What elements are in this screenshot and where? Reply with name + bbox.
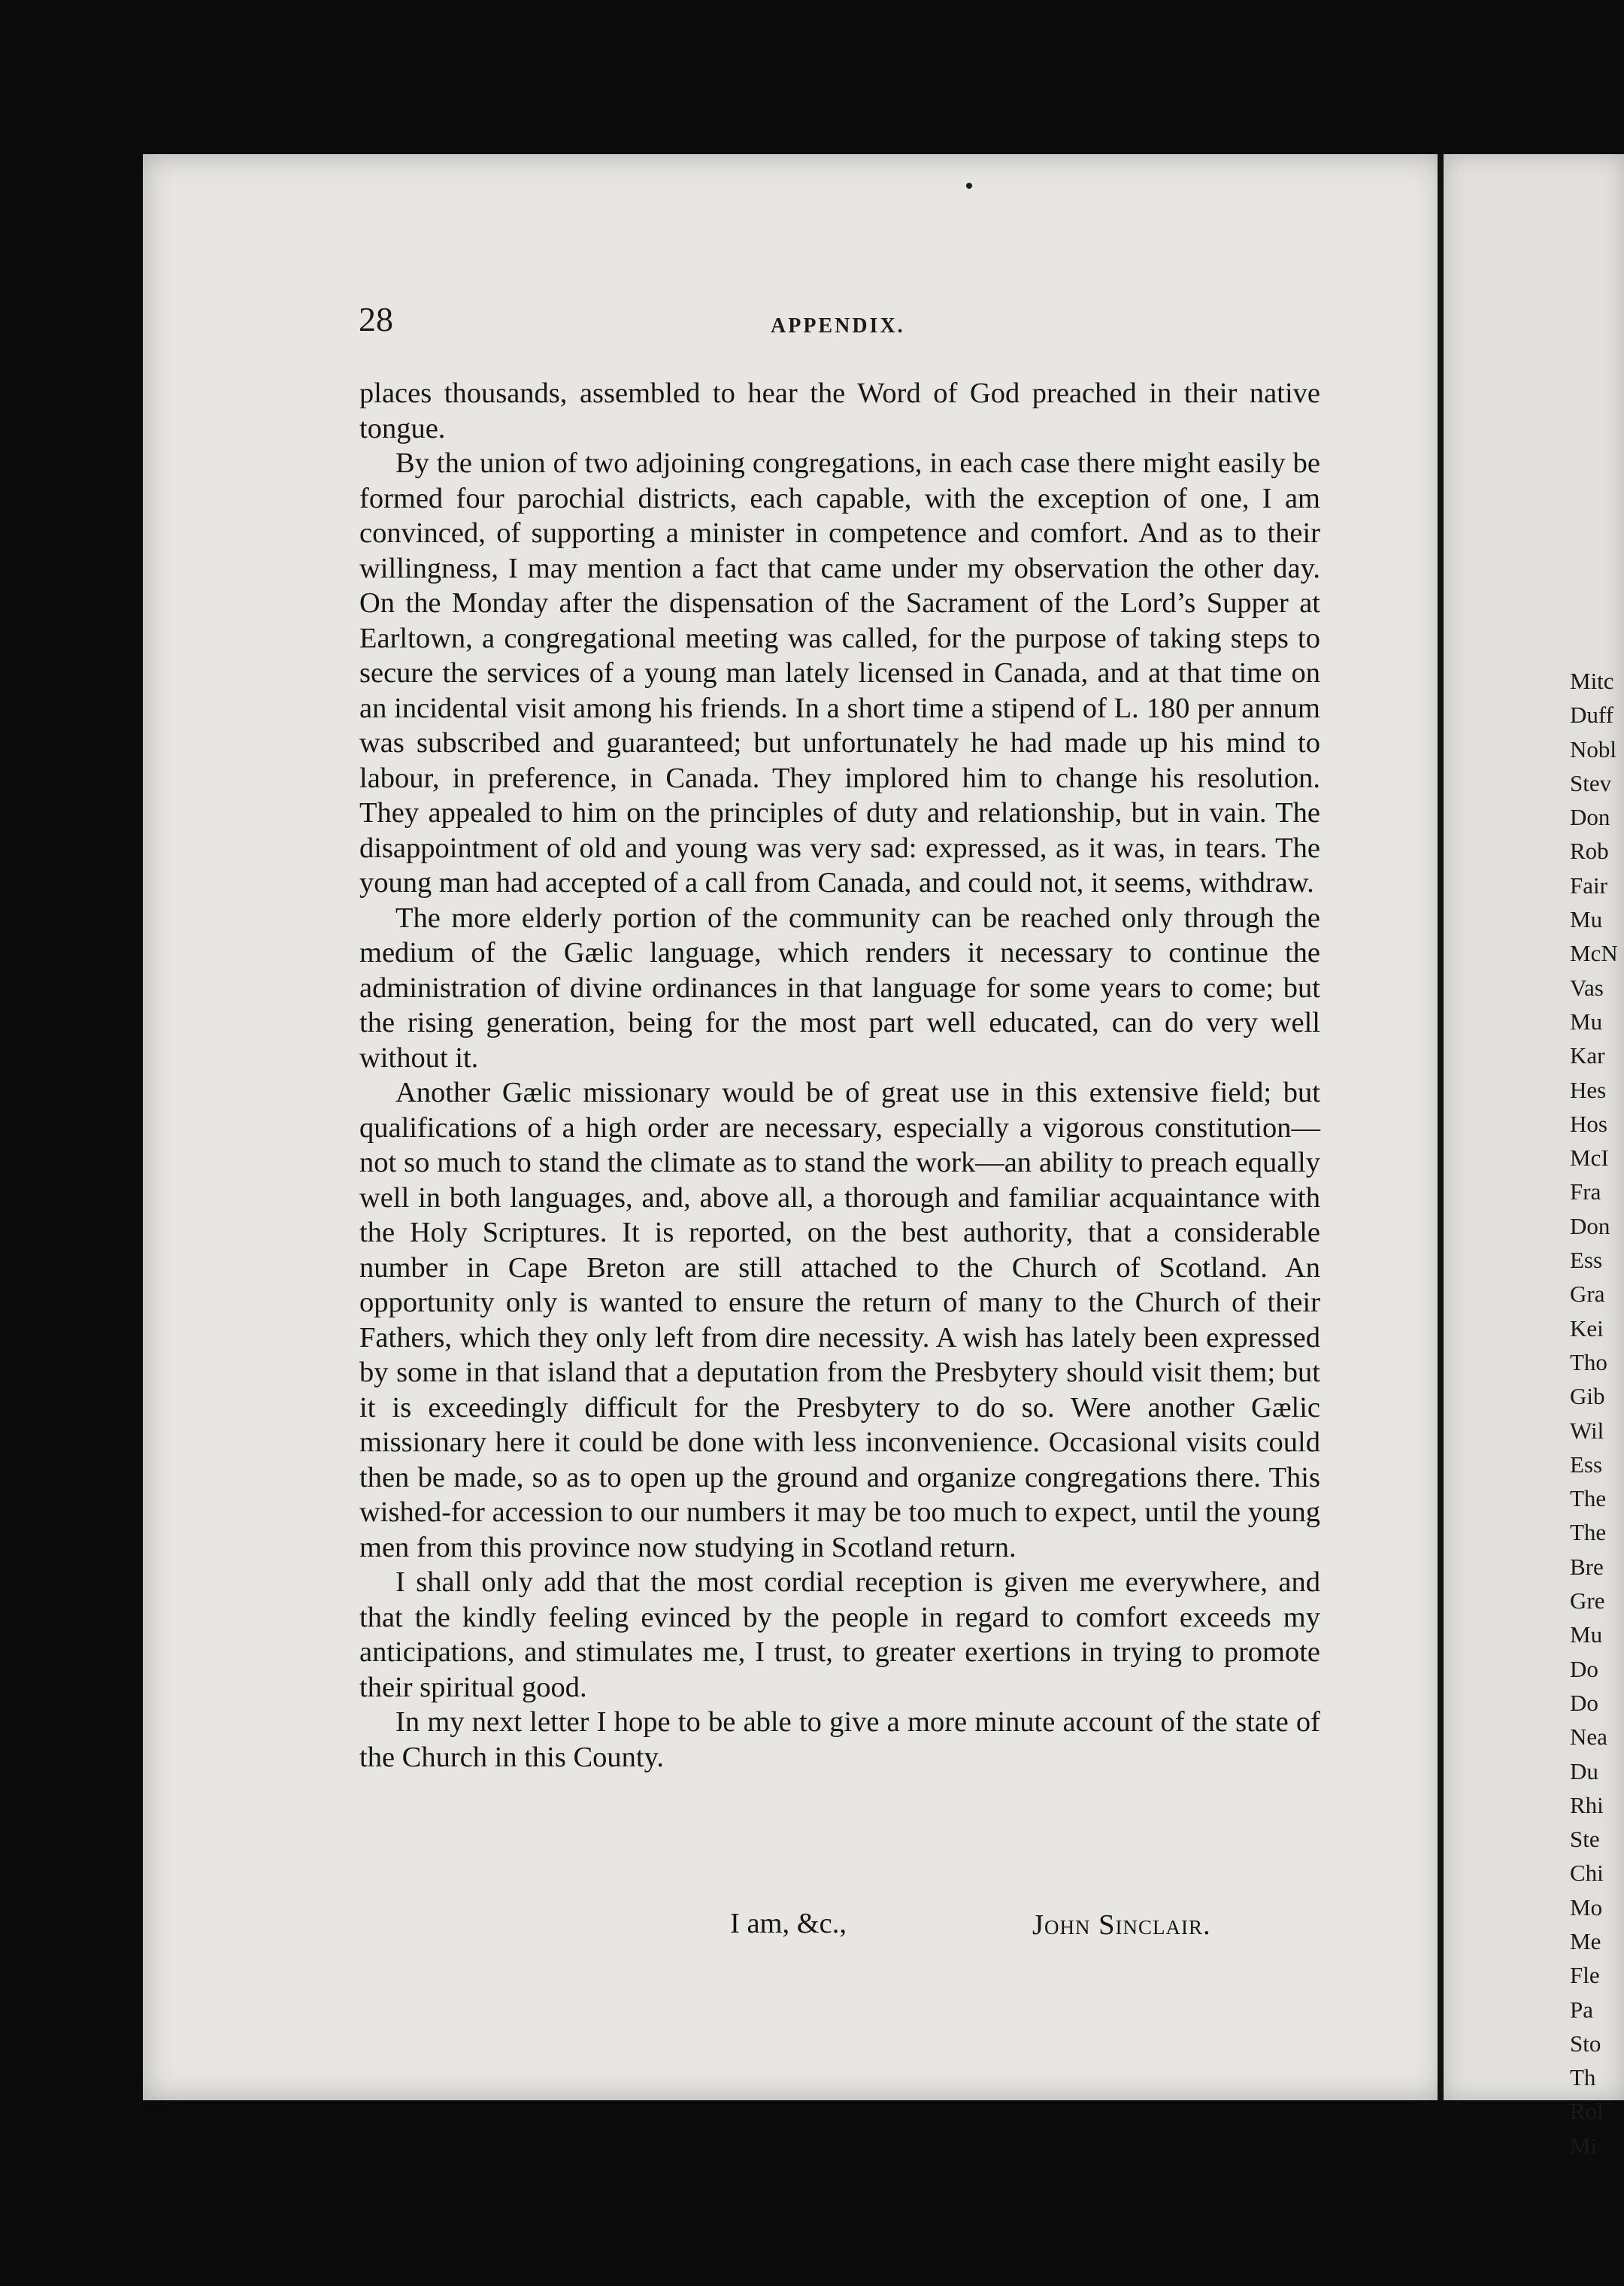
- facing-page-name: Gra: [1570, 1281, 1605, 1308]
- facing-page-name: Fair: [1570, 872, 1607, 899]
- facing-page-name: Hes: [1570, 1076, 1607, 1103]
- facing-page-name: Mitc: [1570, 668, 1614, 694]
- facing-page-name: Do: [1570, 1689, 1598, 1716]
- running-head: APPENDIX.: [771, 314, 905, 338]
- facing-page-name: Me: [1570, 1927, 1601, 1954]
- facing-page-name: Gib: [1570, 1383, 1605, 1410]
- facing-page-name: Stev: [1570, 769, 1612, 796]
- paragraph-5: I shall only add that the most cordial reception is given me everywhere, and that the kindly feeling evinced by the people in regard to comfort exceeds my anticipations, and stimulates me, I trust, to greater exertions in trying to promote their spiritual good.: [359, 1566, 1320, 1703]
- facing-page-name: McI: [1570, 1145, 1609, 1172]
- paragraph-3: The more elderly portion of the community can be reached only through the medium of the Gælic language, which renders it necessary to continue the administration of divine ordinances in that language for some years to come; but the rising generation, being for the most part well educated, can do very well without it.: [359, 902, 1320, 1074]
- facing-page-name: Rob: [1570, 838, 1609, 865]
- facing-page-name: The: [1570, 1519, 1607, 1546]
- facing-page-name-list: [1570, 664, 1624, 2163]
- paragraph-4: Another Gælic missionary would be of great use in this extensive field; but qualifications of a high order are necessary, especially a vigorous constitution—not so much to stand the climate as to stand the work—an ability to preach equally well in both languages, and, above all, a thorough and familiar acquaintance with the Holy Scriptures. It is reported, on the best authority, that a considerable number in Cape Breton are still attached to the Church of Scotland. An opportunity only is wanted to ensure the return of many to the Church of their Fathers, which they only left from dire necessity. A wish has lately been expressed by some in that island that a deputation from the Presbytery should visit them; but it is exceedingly difficult for the Presbytery to do so. Were another Gælic missionary here it could be done with less inconvenience. Occasional visits could then be made, so as to open up the ground and organize congregations there. This wished-for accession to our numbers it may be too much to expect, until the young men from this province now studying in Scotland return.: [359, 1077, 1320, 1563]
- facing-page-name: Ste: [1570, 1826, 1600, 1853]
- paragraph-6: In my next letter I hope to be able to give a more minute account of the state of the Church in this County.: [359, 1706, 1320, 1773]
- facing-page-name: Pa: [1570, 1996, 1593, 2023]
- facing-page-name: Do: [1570, 1655, 1598, 1682]
- facing-page-name: Don: [1570, 804, 1610, 831]
- facing-page-name: Th: [1570, 2064, 1596, 2091]
- facing-page-name: The: [1570, 1485, 1607, 1512]
- facing-page-name: Vas: [1570, 974, 1604, 1001]
- facing-page-name: Ess: [1570, 1247, 1603, 1274]
- facing-page-name: Chi: [1570, 1860, 1604, 1887]
- facing-page-name: Mu: [1570, 1621, 1603, 1648]
- paragraph-2: By the union of two adjoining congregations, in each case there might easily be formed four parochial districts, each capable, with the exception of one, I am convinced, of supporting a minister in competence and comfort. And as to their willingness, I may mention a fact that came under my observation the other day. On the Monday after the dispensation of the Sacrament of the Lord’s Supper at Earltown, a congregational meeting was called, for the purpose of taking steps to secure the services of a young man lately licensed in Canada, and at that time on an incidental visit among his friends. In a short time a stipend of L. 180 per annum was subscribed and guaranteed; but unfortunately he had made up his mind to labour, in preference, in Canada. They implored him to change his resolution. They appealed to him on the principles of duty and relationship, but in vain. The disappointment of old and young was very sad: expressed, as it was, in tears. The young man had accepted of a call from Canada, and could not, it seems, withdraw.: [359, 447, 1320, 899]
- facing-page-name: Bre: [1570, 1553, 1604, 1580]
- facing-page-name: McN: [1570, 940, 1618, 967]
- facing-page-name: Mi: [1570, 2132, 1598, 2159]
- facing-page-name: Hos: [1570, 1110, 1607, 1137]
- facing-page-name: Don: [1570, 1212, 1610, 1239]
- facing-page-name: Nea: [1570, 1724, 1607, 1751]
- facing-page-name: Sto: [1570, 2030, 1601, 2057]
- facing-page-name: Rol: [1570, 2098, 1604, 2125]
- facing-page-name: Du: [1570, 1757, 1598, 1784]
- paragraph-1: places thousands, assembled to hear the Word of God preached in their native tongue.: [359, 377, 1320, 444]
- printer-mark: [966, 183, 972, 189]
- closing-formula: I am, &c.,: [730, 1908, 847, 1939]
- body-text: [359, 376, 1320, 1775]
- facing-page-name: Tho: [1570, 1348, 1607, 1375]
- facing-page-name: Gre: [1570, 1587, 1605, 1614]
- facing-page-name: Rhi: [1570, 1791, 1604, 1818]
- facing-page-name: Duff: [1570, 702, 1613, 729]
- signature: John Sinclair.: [1032, 1909, 1211, 1941]
- facing-page-name: Nobl: [1570, 735, 1616, 763]
- facing-page-name: Fra: [1570, 1178, 1601, 1205]
- facing-page-name: Kar: [1570, 1042, 1605, 1069]
- page-number: 28: [359, 300, 393, 338]
- facing-page-name: Kei: [1570, 1314, 1604, 1342]
- facing-page-name: Mu: [1570, 1008, 1603, 1035]
- facing-page-name: Wil: [1570, 1417, 1604, 1444]
- facing-page-name: Fle: [1570, 1962, 1600, 1989]
- facing-page-name: Mo: [1570, 1893, 1603, 1921]
- facing-page-name: Ess: [1570, 1451, 1603, 1478]
- facing-page-name: Mu: [1570, 906, 1603, 933]
